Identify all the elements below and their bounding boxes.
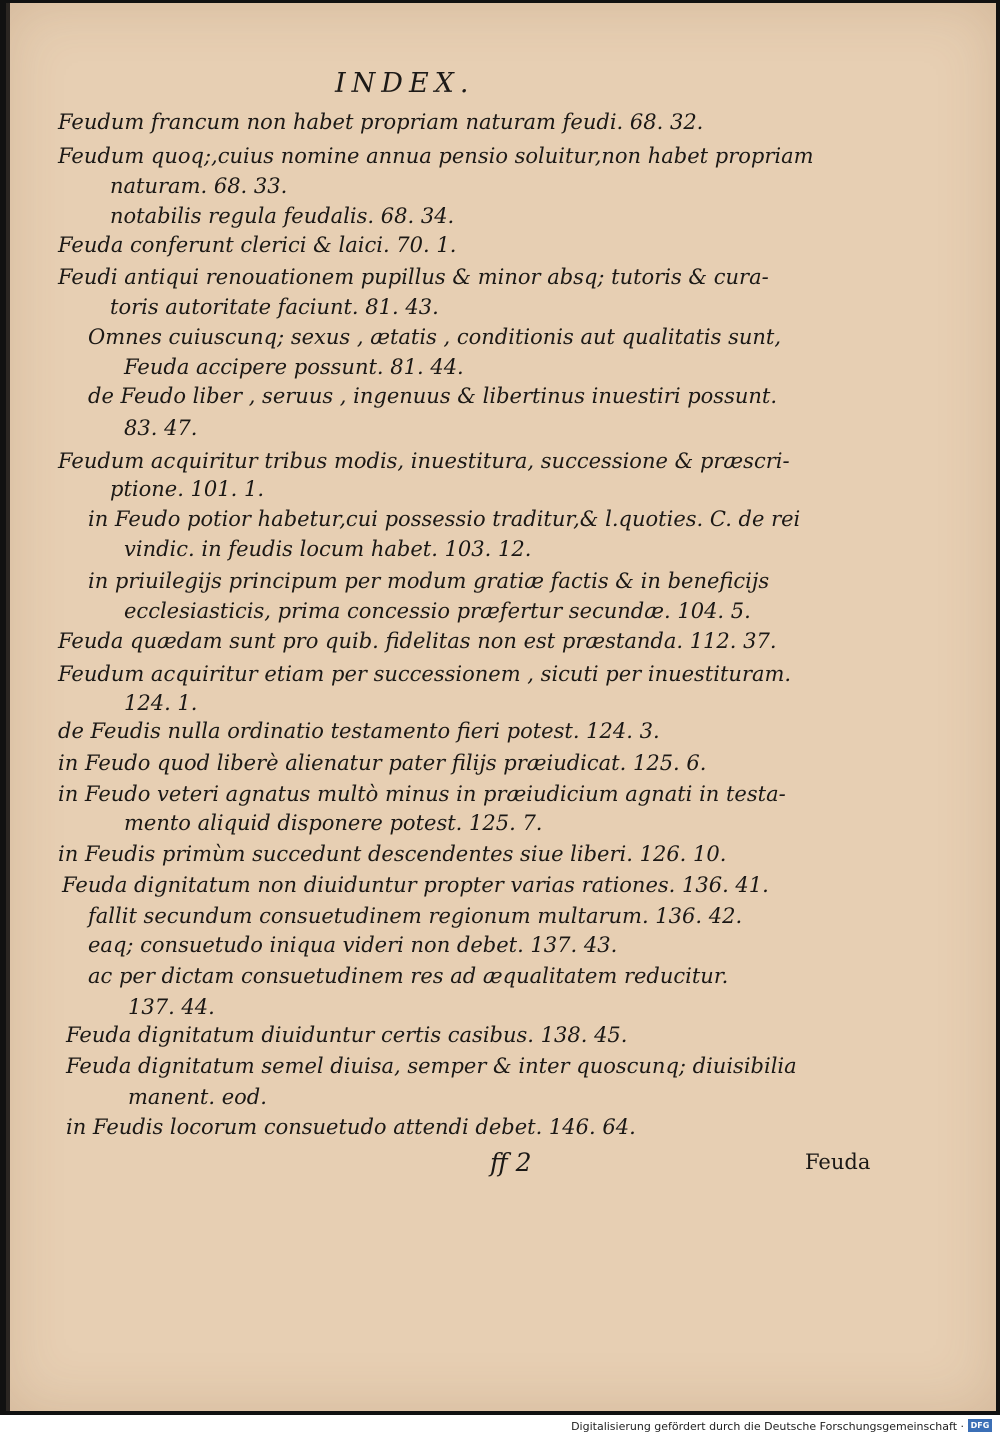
index-line: fallit secundum consuetudinem regionum multarum. 136. 42. (88, 904, 743, 928)
index-line: notabilis regula feudalis. 68. 34. (110, 204, 455, 228)
index-line: Feuda conferunt clerici & laici. 70. 1. (58, 233, 457, 257)
index-line: in priuilegijs principum per modum gratiæ factis & in beneficijs (88, 569, 770, 593)
index-line: Feuda dignitatum semel diuisa, semper & inter quoscunq; diuisibilia (66, 1054, 797, 1078)
index-line: de Feudo liber , seruus , ingenuus & libertinus inuestiri possunt. (88, 384, 778, 408)
index-line: toris autoritate faciunt. 81. 43. (110, 295, 439, 319)
index-line: in Feudis primùm succedunt descendentes siue liberi. 126. 10. (58, 842, 727, 866)
index-line: 137. 44. (128, 995, 215, 1019)
catchword: Feuda (805, 1150, 871, 1174)
index-line: eaq; consuetudo iniqua videri non debet. 137. 43. (88, 933, 618, 957)
index-line: Feudum quoq;,cuius nomine annua pensio soluitur,non habet propriam (58, 144, 814, 168)
index-line: manent. eod. (128, 1085, 267, 1109)
index-line: ptione. 101. 1. (110, 477, 265, 501)
page-header: INDEX. (335, 68, 475, 99)
index-line: Feudi antiqui renouationem pupillus & minor absq; tutoris & cura- (58, 265, 769, 289)
dfg-logo[interactable]: DFG (968, 1419, 992, 1432)
index-line: 83. 47. (124, 416, 198, 440)
signature-mark: ff 2 (490, 1148, 532, 1177)
index-line: in Feudo veteri agnatus multò minus in præiudicium agnati in testa- (58, 782, 786, 806)
index-line: de Feudis nulla ordinatio testamento fieri potest. 124. 3. (58, 719, 660, 743)
index-line: Feuda accipere possunt. 81. 44. (124, 355, 464, 379)
digitization-credit: Digitalisierung gefördert durch die Deutsche Forschungsgemeinschaft · (571, 1420, 964, 1433)
index-line: vindic. in feudis locum habet. 103. 12. (124, 537, 532, 561)
index-line: naturam. 68. 33. (110, 174, 288, 198)
index-line: in Feudo quod liberè alienatur pater filijs præiudicat. 125. 6. (58, 751, 707, 775)
index-line: Feuda quædam sunt pro quib. fidelitas non est præstanda. 112. 37. (58, 629, 777, 653)
page-binding-edge (6, 3, 10, 1411)
index-line: mento aliquid disponere potest. 125. 7. (124, 811, 543, 835)
index-line: Feudum acquiritur etiam per successionem , sicuti per inuestituram. (58, 662, 792, 686)
index-line: in Feudis locorum consuetudo attendi debet. 146. 64. (66, 1115, 636, 1139)
index-line: Feuda dignitatum diuiduntur certis casibus. 138. 45. (66, 1023, 628, 1047)
index-line: in Feudo potior habetur,cui possessio traditur,& l.quoties. C. de rei (88, 507, 801, 531)
index-line: Feudum francum non habet propriam naturam feudi. 68. 32. (58, 110, 704, 134)
index-line: Feudum acquiritur tribus modis, inuestitura, successione & præscri- (58, 449, 790, 473)
index-line: Omnes cuiuscunq; sexus , ætatis , conditionis aut qualitatis sunt, (88, 325, 782, 349)
index-line: ac per dictam consuetudinem res ad æqualitatem reducitur. (88, 964, 729, 988)
index-line: 124. 1. (124, 691, 198, 715)
index-line: ecclesiasticis, prima concessio præfertur secundæ. 104. 5. (124, 599, 751, 623)
index-line: Feuda dignitatum non diuiduntur propter varias rationes. 136. 41. (62, 873, 769, 897)
